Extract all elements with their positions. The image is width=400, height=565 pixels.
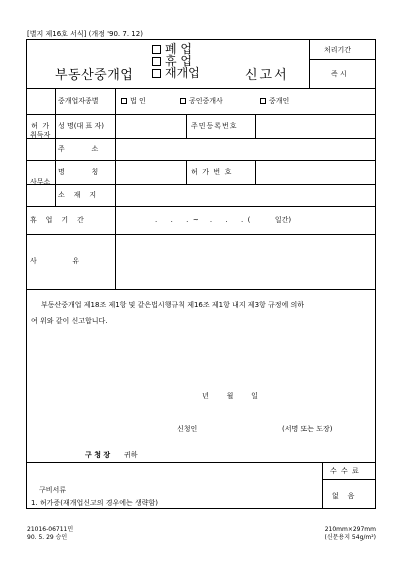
declaration-line-1: 부동산중개업 제18조 제1항 및 같은법시행규칙 제16조 제1항 내지 제3항 규정에 의하: [41, 301, 305, 309]
footer-paper-type: (신문용지 54g/m²): [324, 534, 376, 541]
footer-paper-size: 210mm×297mm: [324, 526, 376, 533]
divider: [322, 462, 323, 509]
name-label: 성 명(대 표 자): [58, 122, 104, 130]
divider: [309, 40, 310, 88]
resident-number-label: 주민등록번호: [191, 122, 238, 130]
address-label: 주 소: [58, 145, 99, 153]
agent-type-corporation[interactable]: 법 인: [121, 98, 146, 105]
attachments-header: 구비서류: [39, 486, 67, 494]
form-title-suffix: 신고서: [245, 68, 289, 83]
fee-value: 없 음: [332, 492, 355, 500]
divider: [255, 160, 256, 184]
declaration-date: 년 월 일: [202, 392, 258, 400]
divider: [27, 206, 375, 207]
fee-label: 수 수 료: [330, 467, 360, 475]
divider: [309, 59, 376, 60]
office-name-label: 명 칭: [58, 168, 99, 176]
office-location-label: 소 재 지: [58, 191, 97, 199]
divider: [27, 114, 376, 115]
divider: [27, 160, 375, 161]
divider: [27, 234, 375, 235]
agent-type-label: 중개업자종별: [58, 97, 99, 105]
form-title: 부동산중개업: [55, 68, 134, 83]
processing-period-value: 즉 시: [331, 70, 347, 78]
divider: [115, 88, 116, 289]
option-reopening[interactable]: 재개업: [152, 67, 200, 79]
permit-number-label: 허 가 번 호: [191, 168, 232, 176]
divider: [186, 114, 187, 138]
divider: [186, 160, 187, 184]
divider: [27, 289, 375, 290]
suspension-period-label: 휴 업 기 간: [30, 216, 84, 224]
checkbox-icon: [260, 98, 266, 104]
applicant-label: 신청인: [177, 425, 198, 433]
recipient-suffix: 귀하: [124, 451, 138, 459]
form-code: [별지 제16호 서식] (개정 '90. 7. 12): [27, 30, 143, 38]
processing-period-label: 처리기간: [324, 46, 352, 54]
declaration-line-2: 여 위와 같이 신고합니다.: [31, 317, 108, 325]
divider: [255, 114, 256, 138]
office-group-label: 사무소: [30, 178, 51, 186]
signature-label: (서명 또는 도장): [282, 425, 333, 433]
divider: [322, 479, 376, 480]
recipient-title: 구 청 장: [85, 451, 111, 459]
agent-type-licensed-agent[interactable]: 공인중개사: [180, 98, 223, 105]
reason-label: 사 유: [30, 257, 80, 265]
option-suspension[interactable]: 휴 업: [152, 55, 200, 67]
footer-paper-spec: [325, 526, 377, 542]
option-closure[interactable]: 폐 업: [152, 43, 200, 55]
title-options: [152, 43, 200, 79]
licensee-group-label: 허 가 취득자: [30, 122, 51, 139]
footer-approval-date: 90. 5. 29 승인: [27, 534, 68, 541]
checkbox-icon: [152, 57, 161, 66]
divider: [55, 88, 56, 206]
agent-type-broker[interactable]: 중개인: [260, 98, 289, 105]
divider: [27, 184, 376, 185]
divider: [27, 138, 376, 139]
suspension-period-value: . . . ~ . . . ( 일간): [155, 216, 292, 224]
checkbox-icon: [180, 98, 186, 104]
form-frame: [26, 39, 376, 509]
checkbox-icon: [121, 98, 127, 104]
divider: [27, 88, 375, 89]
attachment-item-1: 1. 허가증(재개업신고의 경우에는 생략함): [31, 499, 159, 507]
footer-approval: [27, 526, 73, 542]
footer-code: 21016-06711민: [27, 526, 74, 533]
checkbox-icon: [152, 45, 161, 54]
checkbox-icon: [152, 69, 161, 78]
